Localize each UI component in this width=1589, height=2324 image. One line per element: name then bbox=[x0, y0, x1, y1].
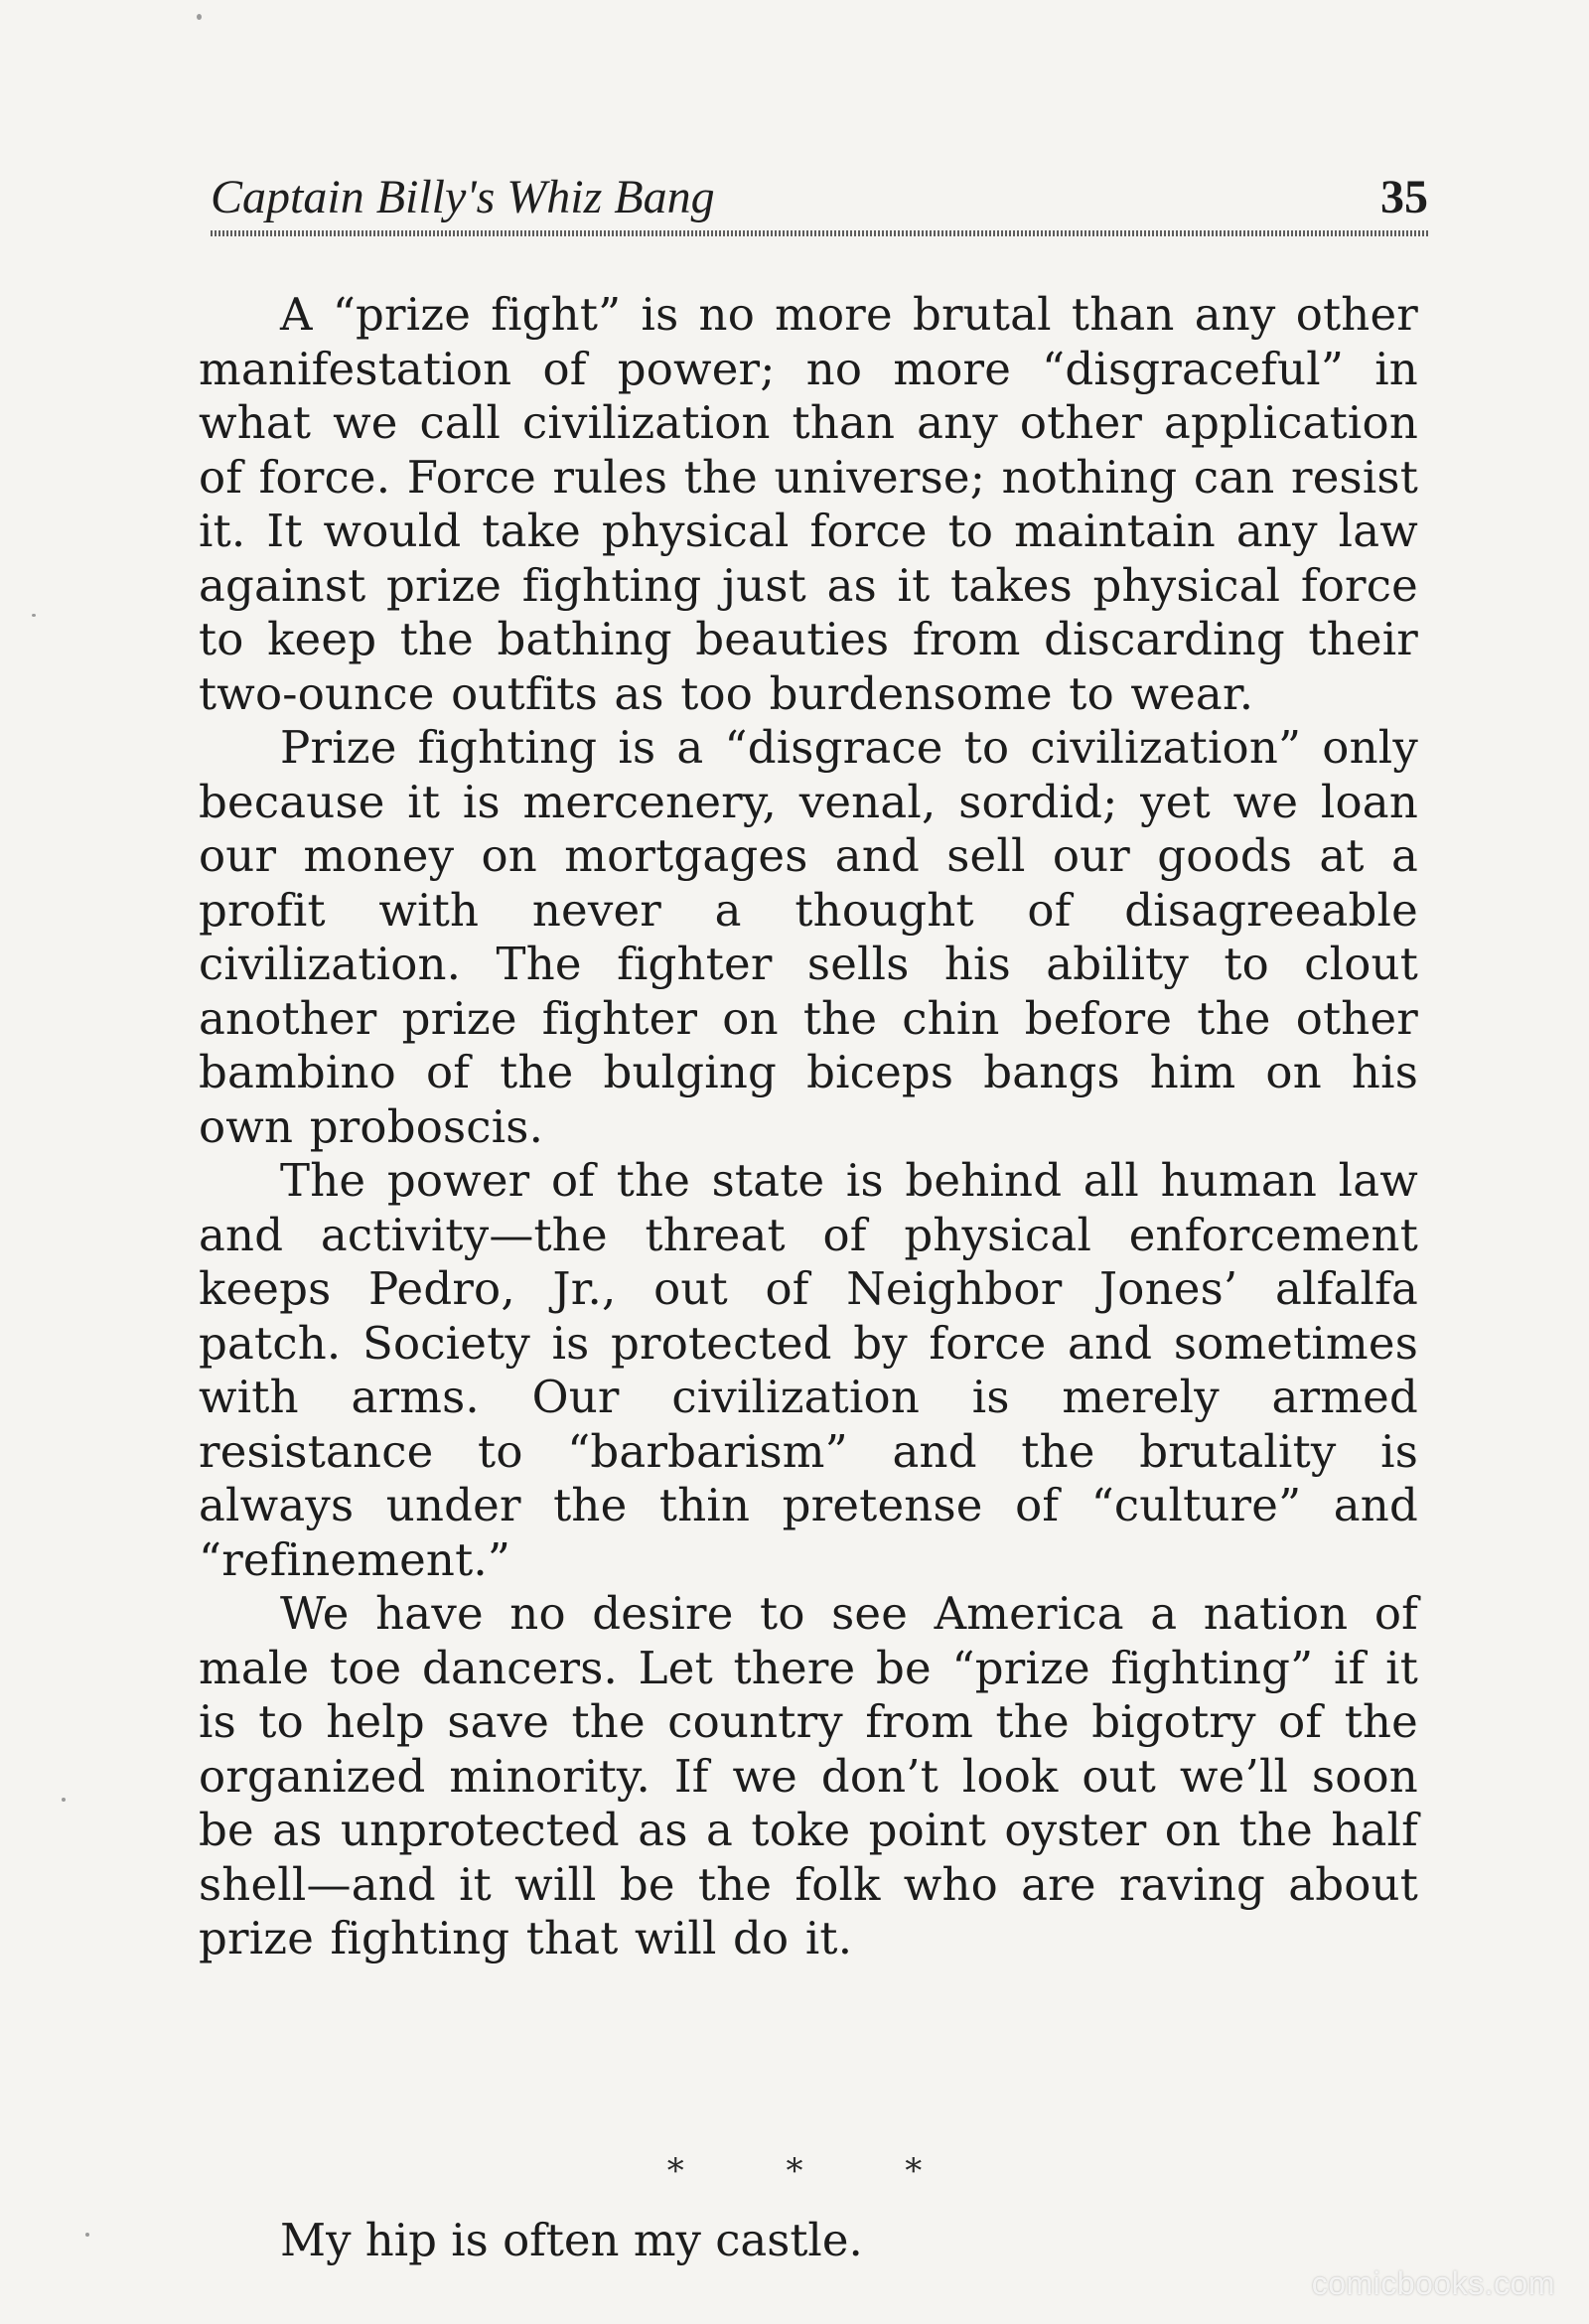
watermark: comicbooks.com bbox=[1311, 2265, 1555, 2301]
paragraph-toe-dancers: We have no desire to see America a nation of male toe dancers. Let there be “prize fighting” if it is to help save the country from the bigotry of the organized minority. If we don’t look out we’ll soon be as unprotected as a toke point oyster on the half shell—and it will be the folk who are raving about prize fighting that will do it. bbox=[199, 1587, 1418, 1964]
paper-speck bbox=[32, 614, 36, 617]
header-rule bbox=[211, 230, 1428, 236]
paper-speck bbox=[85, 2233, 89, 2237]
paper-speck bbox=[197, 14, 202, 20]
paragraph-disgrace: Prize fighting is a “disgrace to civilization” only because it is mercenery, venal, sordid; yet we loan our money on mortgages and sell our goods at a profit with never a thought of disagreeable civilization. The fighter sells his ability to clout another prize fighter on the chin before the other bambino of the bulging biceps bangs him on his own proboscis. bbox=[199, 721, 1418, 1153]
page-number: 35 bbox=[1380, 171, 1428, 223]
paragraph-power-of-state: The power of the state is behind all human law and activity—the threat of physical enforcement keeps Pedro, Jr., out of Neighbor Jones’ alfalfa patch. Society is protected by force and sometimes with arms. Our civilization is merely armed resistance to “barbarism” and the brutality is always under the thin pretense of “culture” and “refinement.” bbox=[199, 1154, 1418, 1586]
running-head bbox=[211, 167, 1428, 228]
running-title: Captain Billy's Whiz Bang bbox=[211, 171, 715, 223]
article-body bbox=[199, 288, 1418, 1966]
paragraph-prize-fight: A “prize fight” is no more brutal than any other manifestation of power; no more “disgraceful” in what we call civilization than any other application of force. Force rules the universe; nothing can resist it. It would take physical force to maintain any law against prize fighting just as it takes physical force to keep the bathing beauties from discarding their two-ounce outfits as too burdensome to wear. bbox=[199, 288, 1418, 720]
paper-speck bbox=[62, 1798, 66, 1802]
section-separator: * * * bbox=[666, 2151, 968, 2191]
closing-line: My hip is often my castle. bbox=[280, 2214, 863, 2266]
